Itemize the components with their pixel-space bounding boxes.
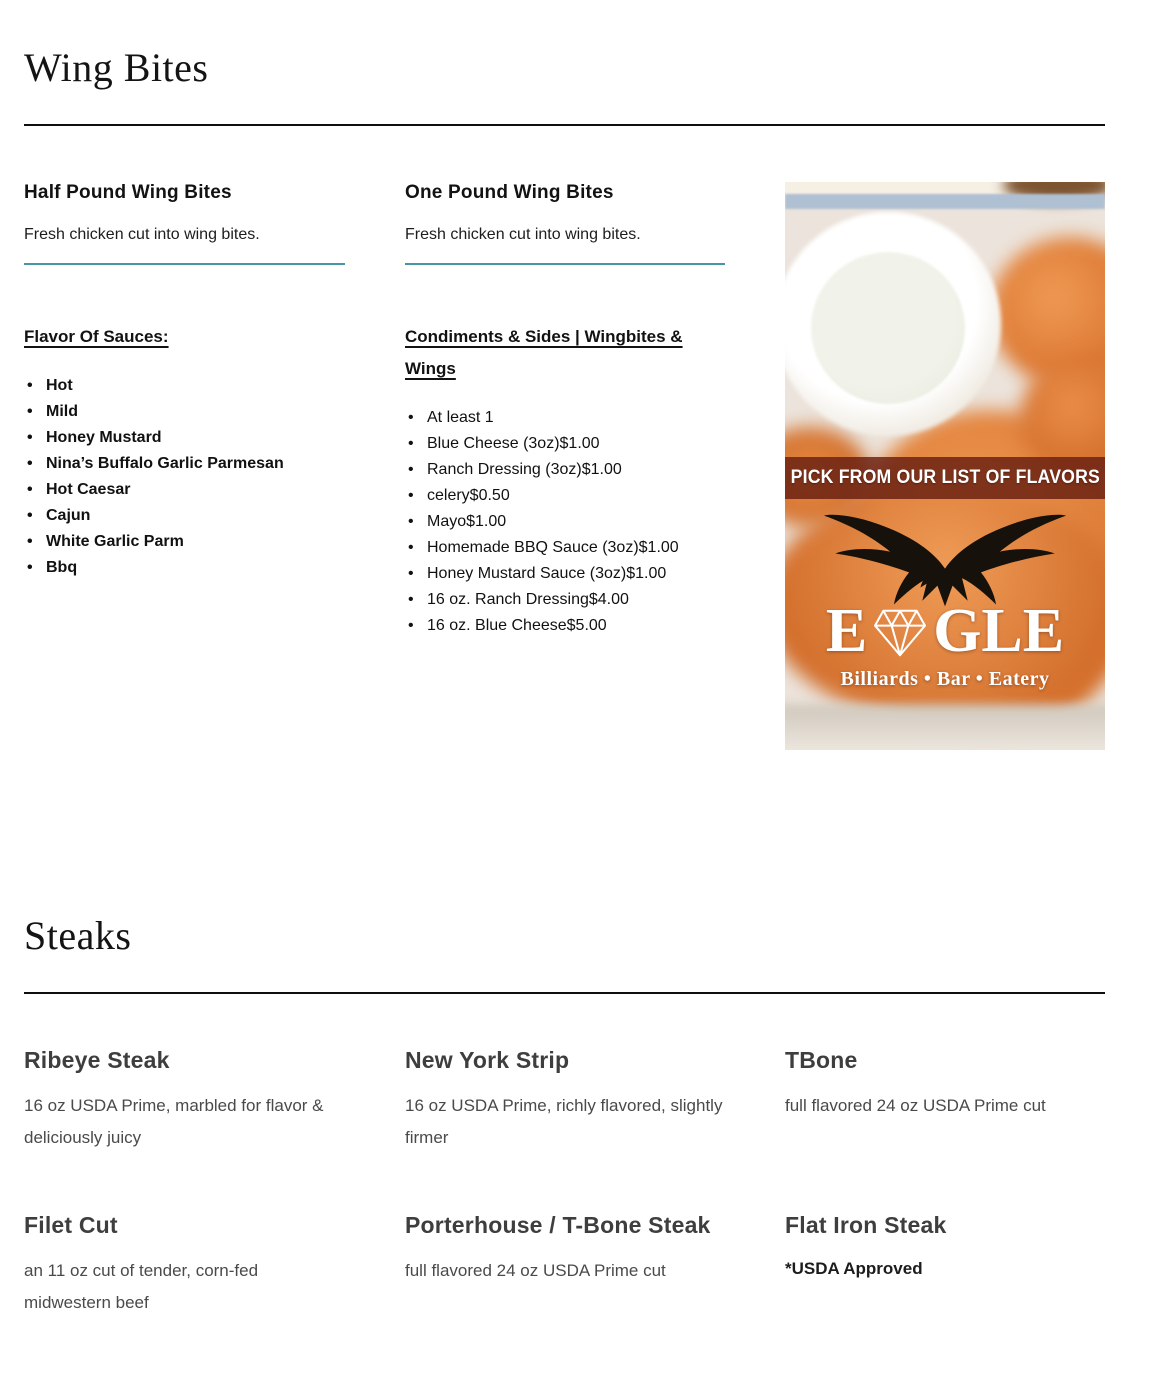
- menu-item-description: full flavored 24 oz USDA Prime cut: [405, 1261, 666, 1280]
- steak-item: [24, 1047, 345, 1154]
- photo-blue-band: [785, 194, 1105, 209]
- photo-banner-text: PICK FROM OUR LIST OF FLAVORS: [790, 467, 1100, 488]
- photo-banner: [785, 457, 1105, 499]
- list-item: • Hot: [24, 373, 345, 399]
- diamond-icon: [872, 608, 928, 658]
- menu-item-name: Ribeye Steak: [24, 1047, 170, 1073]
- list-item: • Ranch Dressing (3oz)$1.00: [405, 457, 725, 483]
- list-item: • 16 oz. Ranch Dressing$4.00: [405, 587, 725, 613]
- list-item: • Nina’s Buffalo Garlic Parmesan: [24, 451, 345, 477]
- list-item: • White Garlic Parm: [24, 529, 345, 555]
- wing-bites-photo: [785, 182, 1105, 750]
- steak-item: [785, 1047, 1105, 1154]
- list-item: • Bbq: [24, 555, 345, 581]
- menu-item-name: Filet Cut: [24, 1212, 118, 1238]
- accent-divider: [405, 263, 725, 265]
- one-pound-column: [405, 182, 725, 750]
- menu-item-description: Fresh chicken cut into wing bites.: [24, 226, 260, 243]
- list-item: • At least 1: [405, 405, 725, 431]
- flavors-heading: Flavor Of Sauces:: [24, 327, 169, 347]
- condiments-heading: Condiments & Sides | Wingbites & Wings: [405, 327, 683, 379]
- menu-item-name: TBone: [785, 1047, 858, 1073]
- plate-edge: [785, 704, 1105, 750]
- accent-divider: [24, 263, 345, 265]
- list-item: • Cajun: [24, 503, 345, 529]
- ranch-dip: [811, 252, 965, 404]
- wing-bites-title: Wing Bites: [24, 45, 209, 90]
- menu-item-name: One Pound Wing Bites: [405, 182, 614, 203]
- menu-item-name: Half Pound Wing Bites: [24, 182, 232, 203]
- menu-item-description: Fresh chicken cut into wing bites.: [405, 226, 641, 243]
- list-item: • Honey Mustard: [24, 425, 345, 451]
- condiments-list: [405, 405, 725, 639]
- menu-item-description: 16 oz USDA Prime, marbled for flavor & deliciously juicy: [24, 1096, 324, 1147]
- eagle-logo: [785, 597, 1105, 665]
- flavors-list: [24, 373, 345, 581]
- menu-item-description: 16 oz USDA Prime, richly flavored, slightly firmer: [405, 1096, 723, 1147]
- logo-tagline: Billiards • Bar • Eatery: [840, 668, 1050, 690]
- list-item: • Homemade BBQ Sauce (3oz)$1.00: [405, 535, 725, 561]
- menu-item-name: New York Strip: [405, 1047, 570, 1073]
- list-item: • Blue Cheese (3oz)$1.00: [405, 431, 725, 457]
- list-item: • Hot Caesar: [24, 477, 345, 503]
- steaks-section: [24, 914, 1105, 1319]
- section-divider: [24, 124, 1105, 126]
- steak-item: [405, 1212, 725, 1319]
- wing-bites-grid: [24, 182, 1105, 750]
- menu-item-description: *USDA Approved: [785, 1259, 923, 1278]
- wing-bites-section: [24, 46, 1105, 750]
- steak-item: [785, 1212, 1105, 1319]
- steaks-grid: [24, 1047, 1105, 1319]
- menu-item-name: Porterhouse / T-Bone Steak: [405, 1212, 711, 1238]
- steak-item: [405, 1047, 725, 1154]
- section-divider: [24, 992, 1105, 994]
- menu-item-description: full flavored 24 oz USDA Prime cut: [785, 1096, 1046, 1115]
- steaks-title: Steaks: [24, 913, 132, 958]
- logo-text-prefix: E: [825, 597, 868, 665]
- menu-item-name: Flat Iron Steak: [785, 1212, 947, 1238]
- list-item: • 16 oz. Blue Cheese$5.00: [405, 613, 725, 639]
- list-item: • celery$0.50: [405, 483, 725, 509]
- steak-item: [24, 1212, 345, 1319]
- half-pound-column: [24, 182, 345, 750]
- list-item: • Mayo$1.00: [405, 509, 725, 535]
- menu-item-description: an 11 oz cut of tender, corn-fed midwestern beef: [24, 1261, 259, 1312]
- list-item: • Mild: [24, 399, 345, 425]
- logo-text-suffix: GLE: [933, 597, 1065, 665]
- list-item: • Honey Mustard Sauce (3oz)$1.00: [405, 561, 725, 587]
